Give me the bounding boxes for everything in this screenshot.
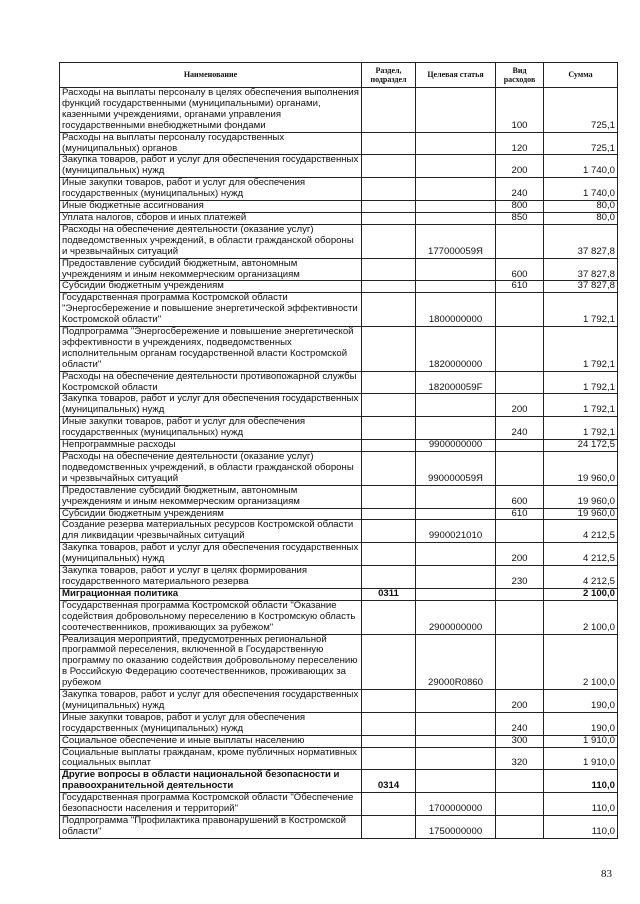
cell-amount: 19 960,0	[544, 485, 618, 508]
cell-target	[416, 258, 496, 281]
cell-target	[416, 155, 496, 178]
cell-target	[416, 132, 496, 155]
cell-section	[362, 747, 416, 770]
cell-amount: 80,0	[544, 212, 618, 224]
cell-expense-type: 300	[496, 735, 544, 747]
cell-expense-type	[496, 816, 544, 839]
budget-table	[59, 62, 618, 839]
cell-expense-type: 320	[496, 747, 544, 770]
table-row	[60, 440, 618, 452]
cell-section	[362, 712, 416, 735]
cell-expense-type	[496, 440, 544, 452]
cell-target: 1750000000	[416, 816, 496, 839]
cell-expense-type: 610	[496, 281, 544, 293]
cell-amount: 1 792,1	[544, 417, 618, 440]
cell-amount: 725,1	[544, 88, 618, 133]
table-row	[60, 793, 618, 816]
table-row	[60, 258, 618, 281]
cell-name: Закупка товаров, работ и услуг для обеспечения государственных (муниципальных) нужд	[60, 155, 362, 178]
cell-name: Уплата налогов, сборов и иных платежей	[60, 212, 362, 224]
cell-section	[362, 520, 416, 543]
table-row	[60, 600, 618, 634]
cell-target	[416, 485, 496, 508]
cell-name: Закупка товаров, работ и услуг для обеспечения государственных (муниципальных) нужд	[60, 690, 362, 713]
table-row	[60, 485, 618, 508]
cell-amount: 110,0	[544, 793, 618, 816]
table-row	[60, 394, 618, 417]
cell-name: Субсидии бюджетным учреждениям	[60, 281, 362, 293]
cell-section	[362, 327, 416, 372]
cell-target: 29000R0860	[416, 634, 496, 690]
cell-section	[362, 132, 416, 155]
cell-target: 2900000000	[416, 600, 496, 634]
table-row	[60, 588, 618, 600]
cell-amount: 37 827,8	[544, 224, 618, 258]
cell-expense-type: 240	[496, 178, 544, 201]
table-row	[60, 543, 618, 566]
cell-name: Расходы на выплаты персоналу государственных (муниципальных) органов	[60, 132, 362, 155]
cell-name: Государственная программа Костромской области "Обеспечение безопасности населения и территорий"	[60, 793, 362, 816]
table-row	[60, 735, 618, 747]
cell-name: Расходы на обеспечение деятельности (оказание услуг) подведомственных учреждений, в области гражданской обороны и чрезвычайных ситуаций	[60, 224, 362, 258]
cell-amount: 37 827,8	[544, 281, 618, 293]
cell-name: Подпрограмма "Профилактика правонарушений в Костромской области"	[60, 816, 362, 839]
cell-amount: 80,0	[544, 201, 618, 213]
header-amount: Сумма	[544, 63, 618, 88]
cell-name: Предоставление субсидий бюджетным, автономным учреждениям и иным некоммерческим организациям	[60, 258, 362, 281]
cell-name: Расходы на выплаты персоналу в целях обеспечения выполнения функций государственными (муниципальными) органами, казенными учреждениями, органами управления государственными внебюджетными фондами	[60, 88, 362, 133]
cell-name: Другие вопросы в области национальной безопасности и правоохранительной деятельности	[60, 770, 362, 793]
cell-name: Иные закупки товаров, работ и услуг для обеспечения государственных (муниципальных) нужд	[60, 712, 362, 735]
table-row	[60, 371, 618, 394]
cell-target: 1700000000	[416, 793, 496, 816]
table-row	[60, 520, 618, 543]
cell-section	[362, 178, 416, 201]
cell-amount: 1 792,1	[544, 394, 618, 417]
table-body	[60, 88, 618, 839]
cell-expense-type	[496, 293, 544, 327]
cell-section	[362, 224, 416, 258]
cell-name: Субсидии бюджетным учреждениям	[60, 508, 362, 520]
cell-target	[416, 394, 496, 417]
cell-target	[416, 747, 496, 770]
cell-target	[416, 566, 496, 589]
cell-name: Непрограммные расходы	[60, 440, 362, 452]
cell-section	[362, 201, 416, 213]
cell-expense-type: 240	[496, 712, 544, 735]
cell-amount: 2 100,0	[544, 634, 618, 690]
cell-section	[362, 155, 416, 178]
cell-name: Закупка товаров, работ и услуг для обеспечения государственных (муниципальных) нужд	[60, 394, 362, 417]
cell-amount: 1 792,1	[544, 293, 618, 327]
table-row	[60, 770, 618, 793]
cell-name: Социальное обеспечение и иные выплаты населению	[60, 735, 362, 747]
cell-target	[416, 88, 496, 133]
cell-amount: 1 910,0	[544, 735, 618, 747]
cell-amount: 1 740,0	[544, 155, 618, 178]
cell-name: Миграционная политика	[60, 588, 362, 600]
cell-amount: 725,1	[544, 132, 618, 155]
cell-target: 9900000000	[416, 440, 496, 452]
cell-expense-type: 200	[496, 690, 544, 713]
cell-section	[362, 566, 416, 589]
table-header-row	[60, 63, 618, 88]
cell-section	[362, 690, 416, 713]
cell-section	[362, 508, 416, 520]
table-row	[60, 212, 618, 224]
header-section: Раздел, подраздел	[362, 63, 416, 88]
cell-expense-type	[496, 327, 544, 372]
cell-section	[362, 212, 416, 224]
page-number: 83	[601, 868, 612, 880]
cell-target	[416, 588, 496, 600]
cell-target	[416, 543, 496, 566]
cell-target	[416, 212, 496, 224]
table-row	[60, 293, 618, 327]
cell-target	[416, 735, 496, 747]
cell-target: 1820000000	[416, 327, 496, 372]
cell-section	[362, 485, 416, 508]
cell-amount: 1 792,1	[544, 327, 618, 372]
cell-section	[362, 371, 416, 394]
cell-amount: 110,0	[544, 816, 618, 839]
cell-expense-type: 610	[496, 508, 544, 520]
cell-target	[416, 508, 496, 520]
cell-amount: 190,0	[544, 712, 618, 735]
cell-target	[416, 712, 496, 735]
table-row	[60, 327, 618, 372]
table-row	[60, 747, 618, 770]
table-row	[60, 132, 618, 155]
cell-expense-type: 200	[496, 394, 544, 417]
cell-amount: 19 960,0	[544, 452, 618, 486]
cell-name: Иные закупки товаров, работ и услуг для обеспечения государственных (муниципальных) нужд	[60, 178, 362, 201]
cell-section: 0314	[362, 770, 416, 793]
cell-target: 1800000000	[416, 293, 496, 327]
table-row	[60, 224, 618, 258]
cell-expense-type: 200	[496, 155, 544, 178]
cell-target: 182000059F	[416, 371, 496, 394]
cell-name: Государственная программа Костромской области "Оказание содействия добровольному переселению в Костромскую область соотечественников, проживающих за рубежом"	[60, 600, 362, 634]
cell-section	[362, 735, 416, 747]
cell-expense-type	[496, 452, 544, 486]
cell-name: Подпрограмма "Энергосбережение и повышение энергетической эффективности в учреждениях, подведомственных исполнительным органам государственной власти Костромской области"	[60, 327, 362, 372]
cell-expense-type: 800	[496, 201, 544, 213]
cell-target	[416, 178, 496, 201]
header-name: Наименование	[60, 63, 362, 88]
header-expense-type: Вид расходов	[496, 63, 544, 88]
cell-name: Иные закупки товаров, работ и услуг для обеспечения государственных (муниципальных) нужд	[60, 417, 362, 440]
cell-expense-type	[496, 634, 544, 690]
table-row	[60, 452, 618, 486]
cell-amount: 19 960,0	[544, 508, 618, 520]
cell-name: Предоставление субсидий бюджетным, автономным учреждениям и иным некоммерческим организациям	[60, 485, 362, 508]
cell-section	[362, 293, 416, 327]
cell-target: 990000059Я	[416, 452, 496, 486]
cell-section	[362, 417, 416, 440]
cell-expense-type: 240	[496, 417, 544, 440]
cell-name: Закупка товаров, работ и услуг в целях формирования государственного материального резерва	[60, 566, 362, 589]
cell-expense-type: 100	[496, 88, 544, 133]
cell-section	[362, 816, 416, 839]
cell-expense-type	[496, 770, 544, 793]
cell-name: Иные бюджетные ассигнования	[60, 201, 362, 213]
table-row	[60, 201, 618, 213]
cell-section	[362, 600, 416, 634]
cell-expense-type: 600	[496, 485, 544, 508]
cell-target	[416, 281, 496, 293]
cell-target	[416, 690, 496, 713]
table-row	[60, 417, 618, 440]
cell-target	[416, 770, 496, 793]
cell-expense-type	[496, 224, 544, 258]
cell-expense-type: 230	[496, 566, 544, 589]
table-row	[60, 566, 618, 589]
table-row	[60, 281, 618, 293]
cell-name: Расходы на обеспечение деятельности противопожарной службы Костромской области	[60, 371, 362, 394]
cell-target	[416, 201, 496, 213]
table-row	[60, 155, 618, 178]
table-row	[60, 816, 618, 839]
cell-section	[362, 281, 416, 293]
cell-amount: 4 212,5	[544, 566, 618, 589]
cell-expense-type	[496, 371, 544, 394]
cell-target: 9900021010	[416, 520, 496, 543]
header-target: Целевая статья	[416, 63, 496, 88]
cell-amount: 2 100,0	[544, 588, 618, 600]
table-row	[60, 88, 618, 133]
cell-section	[362, 634, 416, 690]
cell-section	[362, 258, 416, 281]
table-row	[60, 508, 618, 520]
cell-section: 0311	[362, 588, 416, 600]
cell-amount: 4 212,5	[544, 520, 618, 543]
cell-expense-type: 200	[496, 543, 544, 566]
cell-section	[362, 394, 416, 417]
cell-name: Расходы на обеспечение деятельности (оказание услуг) подведомственных учреждений, в области гражданской обороны и чрезвычайных ситуаций	[60, 452, 362, 486]
cell-amount: 4 212,5	[544, 543, 618, 566]
cell-target: 177000059Я	[416, 224, 496, 258]
cell-name: Реализация мероприятий, предусмотренных региональной программой переселения, включенной в Государственную программу по оказанию содействия добровольному переселению в Российскую Федерацию соотечественников, проживающих за рубежом	[60, 634, 362, 690]
table-row	[60, 690, 618, 713]
cell-amount: 2 100,0	[544, 600, 618, 634]
cell-amount: 24 172,5	[544, 440, 618, 452]
table-row	[60, 712, 618, 735]
cell-amount: 1 740,0	[544, 178, 618, 201]
cell-expense-type	[496, 793, 544, 816]
cell-amount: 1 792,1	[544, 371, 618, 394]
cell-expense-type	[496, 588, 544, 600]
cell-amount: 37 827,8	[544, 258, 618, 281]
cell-name: Государственная программа Костромской области "Энергосбережение и повышение энергетической эффективности Костромской области"	[60, 293, 362, 327]
cell-section	[362, 543, 416, 566]
cell-section	[362, 440, 416, 452]
cell-name: Закупка товаров, работ и услуг для обеспечения государственных (муниципальных) нужд	[60, 543, 362, 566]
cell-section	[362, 88, 416, 133]
cell-expense-type: 120	[496, 132, 544, 155]
cell-amount: 190,0	[544, 690, 618, 713]
cell-expense-type: 600	[496, 258, 544, 281]
cell-expense-type: 850	[496, 212, 544, 224]
cell-name: Создание резерва материальных ресурсов Костромской области для ликвидации чрезвычайных ситуаций	[60, 520, 362, 543]
table-row	[60, 634, 618, 690]
cell-section	[362, 452, 416, 486]
cell-expense-type	[496, 600, 544, 634]
cell-amount: 110,0	[544, 770, 618, 793]
cell-expense-type	[496, 520, 544, 543]
table-row	[60, 178, 618, 201]
cell-target	[416, 417, 496, 440]
cell-name: Социальные выплаты гражданам, кроме публичных нормативных социальных выплат	[60, 747, 362, 770]
cell-amount: 1 910,0	[544, 747, 618, 770]
cell-section	[362, 793, 416, 816]
